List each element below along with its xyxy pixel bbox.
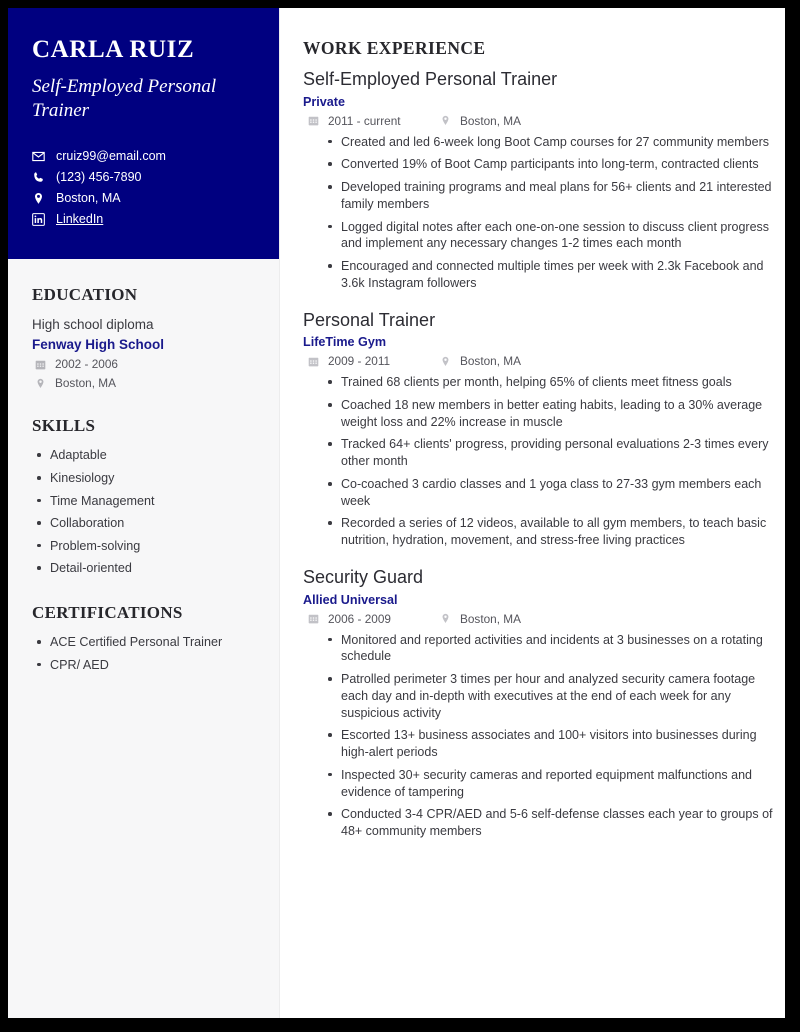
job-location: [440, 114, 521, 128]
sidebar-body: [8, 285, 279, 673]
job-dates: [308, 354, 440, 368]
job-location-label: Boston, MA: [460, 354, 521, 369]
job-dates: [308, 114, 440, 128]
list-item: Adaptable: [32, 447, 255, 464]
education-dates-label: 2002 - 2006: [55, 357, 118, 372]
job-company: LifeTime Gym: [303, 335, 387, 350]
job-meta: [303, 354, 773, 368]
contact-linkedin[interactable]: [32, 212, 255, 226]
education-degree: High school diploma: [32, 317, 154, 333]
job-dates-label: 2006 - 2009: [328, 611, 391, 626]
job-location-label: Boston, MA: [460, 113, 521, 128]
list-item: Created and led 6-week long Boot Camp courses for 27 community members: [325, 134, 773, 151]
education-dates: [32, 357, 255, 371]
job-title: Security Guard: [303, 566, 424, 587]
list-item: Escorted 13+ business associates and 100+ visitors into businesses during high-alert periods: [325, 727, 773, 761]
calendar-icon: [308, 613, 323, 624]
list-item: Kinesiology: [32, 470, 255, 487]
work-experience-heading: WORK EXPERIENCE: [303, 38, 486, 58]
contact-email[interactable]: [32, 149, 255, 163]
list-item: Encouraged and connected multiple times per week with 2.3k Facebook and 3.6k Instagram followers: [325, 258, 773, 292]
job-bullets: [303, 632, 773, 840]
contact-phone[interactable]: [32, 170, 255, 184]
job-meta: [303, 612, 773, 626]
envelope-icon: [32, 150, 50, 163]
skills-list: [32, 447, 255, 577]
list-item: Time Management: [32, 493, 255, 510]
job-title: Personal Trainer: [303, 309, 436, 330]
list-item: Monitored and reported activities and incidents at 3 businesses on a rotating schedule: [325, 632, 773, 666]
job-entry: [303, 567, 773, 840]
job-company: Private: [303, 94, 346, 109]
list-item: ACE Certified Personal Trainer: [32, 634, 255, 651]
job-dates-label: 2011 - current: [328, 113, 401, 128]
contact-email-label: cruiz99@email.com: [56, 149, 166, 164]
sidebar-header: [8, 8, 279, 259]
calendar-icon: [308, 356, 323, 367]
job-dates-label: 2009 - 2011: [328, 354, 391, 369]
education-location-label: Boston, MA: [55, 376, 116, 391]
job-company: Allied Universal: [303, 592, 398, 607]
map-pin-icon: [440, 613, 455, 624]
list-item: Patrolled perimeter 3 times per hour and analyzed security camera footage each day and in-depth with executives at the end of each week for any suspicious activity: [325, 671, 773, 721]
list-item: Tracked 64+ clients' progress, providing personal evaluations 2-3 times every other month: [325, 436, 773, 470]
list-item: Collaboration: [32, 515, 255, 532]
phone-icon: [32, 171, 50, 184]
contact-location: [32, 191, 255, 205]
education-section: [32, 285, 255, 390]
certifications-list: [32, 634, 255, 673]
contact-phone-label: (123) 456-7890: [56, 170, 142, 185]
list-item: Detail-oriented: [32, 560, 255, 577]
calendar-icon: [35, 359, 50, 370]
job-location-label: Boston, MA: [460, 611, 521, 626]
skills-section: [32, 416, 255, 577]
education-heading: EDUCATION: [32, 285, 138, 305]
list-item: Recorded a series of 12 videos, available to all gym members, to teach basic nutrition, hydration, movement, and stress-free living practices: [325, 515, 773, 549]
certifications-section: [32, 603, 255, 673]
skills-heading: SKILLS: [32, 416, 96, 436]
job-location: [440, 354, 521, 368]
job-entry: [303, 69, 773, 292]
calendar-icon: [308, 115, 323, 126]
list-item: Inspected 30+ security cameras and reported equipment malfunctions and evidence of tampering: [325, 767, 773, 801]
education-school: Fenway High School: [32, 337, 165, 353]
job-bullets: [303, 374, 773, 549]
list-item: Logged digital notes after each one-on-one session to discuss client progress and implement any necessary changes 1-2 times each month: [325, 219, 773, 253]
contact-location-label: Boston, MA: [56, 191, 121, 206]
main-content: [295, 8, 785, 878]
list-item: CPR/ AED: [32, 657, 255, 674]
list-item: Co-coached 3 cardio classes and 1 yoga class to 27-33 gym members each week: [325, 476, 773, 510]
job-entry: [303, 310, 773, 549]
candidate-name: CARLA RUIZ: [32, 36, 195, 63]
map-pin-icon: [440, 115, 455, 126]
job-title: Self-Employed Personal Trainer: [303, 69, 558, 89]
sidebar: [8, 8, 280, 1018]
list-item: Problem-solving: [32, 538, 255, 555]
resume-page: [8, 8, 785, 1018]
list-item: Conducted 3-4 CPR/AED and 5-6 self-defense classes each year to groups of 48+ community members: [325, 806, 773, 840]
contact-list: [32, 149, 255, 226]
list-item: Coached 18 new members in better eating habits, leading to a 30% average weight loss and 22% increase in muscle: [325, 397, 773, 431]
candidate-subtitle: Self-Employed Personal Trainer: [32, 75, 217, 121]
certifications-heading: CERTIFICATIONS: [32, 603, 183, 622]
job-meta: [303, 114, 773, 128]
map-pin-icon: [35, 378, 50, 389]
job-dates: [308, 612, 440, 626]
map-pin-icon: [440, 356, 455, 367]
job-location: [440, 612, 521, 626]
list-item: Trained 68 clients per month, helping 65% of clients meet fitness goals: [325, 374, 773, 391]
job-bullets: [303, 134, 773, 292]
list-item: Developed training programs and meal plans for 56+ clients and 21 interested family members: [325, 179, 773, 213]
contact-linkedin-label[interactable]: LinkedIn: [56, 212, 104, 227]
linkedin-icon: [32, 213, 50, 226]
education-location: [32, 376, 255, 390]
map-pin-icon: [32, 192, 50, 205]
list-item: Converted 19% of Boot Camp participants into long-term, contracted clients: [325, 156, 773, 173]
